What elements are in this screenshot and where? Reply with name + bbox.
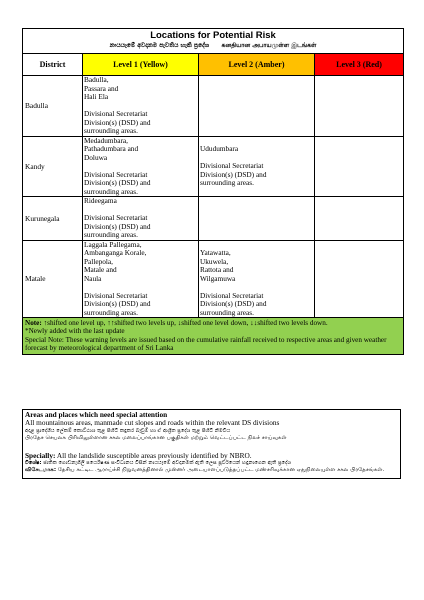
subtitle-sinhala: නායයෑමේ අවදානම පැවතිය හැකි ප්‍රදේශ — [109, 42, 209, 49]
column-header-level2: Level 2 (Amber) — [199, 54, 315, 76]
cell-line: Pallepola, — [84, 256, 113, 266]
cell-line: Rattota and — [200, 265, 234, 274]
cell-line: Divisional Secretariat — [84, 290, 148, 300]
cell-line: Divisional Secretariat — [84, 109, 148, 118]
column-header-level1: Level 1 (Yellow) — [83, 54, 199, 76]
note-legend — [25, 319, 401, 327]
level1-cell — [83, 197, 199, 241]
note-special: Special Note: These warning levels are issued based on the cumulative rainfall received to respective areas and given weather forecast by meteorological department of Sri Lanka — [25, 335, 387, 353]
level1-cell — [83, 76, 199, 137]
district-name: Matale — [23, 240, 83, 318]
cell-line: Ukuwela, — [200, 256, 229, 266]
cell-line: Division(s) (DSD) and — [84, 178, 151, 187]
risk-table-container — [22, 28, 403, 355]
attention-title: Areas and places which need special attention — [25, 410, 168, 419]
level1-cell — [83, 240, 199, 318]
notes-cell — [23, 318, 404, 355]
cell-line: Division(s) (DSD) and — [200, 169, 267, 179]
attention-text-english: All mountainous areas, manmade cut slopes and roads within the relevant DS divisions — [25, 418, 280, 428]
cell-line: Division(s) (DSD) and — [84, 221, 151, 231]
cell-line: Hali Ela — [84, 92, 109, 101]
risk-table — [22, 28, 404, 355]
cell-line: Division(s) (DSD) and — [200, 299, 267, 308]
cell-line: Division(s) (DSD) and — [84, 117, 151, 127]
cell-line: surrounding areas. — [84, 126, 138, 135]
note-updated: *Newly added with the last update — [25, 327, 125, 336]
level3-cell — [315, 76, 404, 137]
cell-line: surrounding areas. — [200, 178, 254, 187]
cell-line: Passara and — [84, 83, 119, 93]
table-row — [23, 136, 404, 197]
table-body — [23, 76, 404, 318]
district-name: Kurunegala — [23, 197, 83, 241]
cell-line: surrounding areas. — [84, 230, 138, 239]
cell-line: Ududumbara — [200, 144, 239, 153]
cell-line: surrounding areas. — [84, 307, 138, 317]
cell-line: Ambanganga Korale, — [84, 248, 147, 257]
specially-label: Specially: — [25, 450, 56, 460]
level2-cell — [199, 197, 315, 241]
cell-line: Wilgamuwa — [200, 273, 236, 283]
cell-line: Badulla, — [84, 75, 109, 84]
cell-line: Matale and — [84, 265, 117, 274]
level3-cell — [315, 197, 404, 241]
level2-cell — [199, 76, 315, 137]
cell-line: Naula — [84, 273, 102, 283]
specially-tamil — [25, 467, 398, 475]
table-row — [23, 76, 404, 137]
cell-line: Doluwa — [84, 152, 108, 162]
cell-line: Divisional Secretariat — [200, 290, 264, 300]
table-row — [23, 240, 404, 318]
cell-line: Divisional Secretariat — [200, 161, 264, 170]
cell-line: surrounding areas. — [84, 186, 138, 196]
attention-text-sinhala: අදාළ ප්‍රාදේශීය ලේකම් කොට්ඨාශ තුළ පිහිටි කඳුකර බෑවුම් හා ඒ ආශ්‍රිත ප්‍රදේශ තුළ පිහිටි නිමවිය — [25, 427, 231, 434]
district-name: Kandy — [23, 136, 83, 197]
district-name: Badulla — [23, 76, 83, 137]
table-row — [23, 197, 404, 241]
specially-ta-text: தேசிய கட்டிட ஆராய்ச்சி நிறுவனத்தினால் முன்னர் அடையாளப்படுத்தப்பட்ட மண்சரிவுக்கான ஏதுநிலையுள்ள சகல பிரதேசங்கள். — [56, 467, 385, 474]
cell-line: Yatawatta, — [200, 248, 231, 257]
column-header-level3: Level 3 (Red) — [315, 54, 404, 76]
specially-ta-label: விசேடமாக: — [25, 467, 57, 474]
specially-english — [25, 452, 398, 460]
level2-cell — [199, 240, 315, 318]
page-title: Locations for Potential Risk — [23, 29, 404, 42]
attention-box — [22, 409, 401, 479]
specially-si-text: ජාතික ගොඩනැගිලි පර්යේෂණ සංවිධානය විසින් නායයෑමේ අවදානමක් ඇති ලෙස පූර්වයෙන් හඳුනාගෙන ඇති ප්‍රදේශ — [41, 460, 292, 467]
subtitle-tamil: கனதியான அபாயமுள்ள இடங்கள் — [221, 42, 317, 49]
cell-line: Divisional Secretariat — [84, 169, 148, 179]
cell-line: Pathadumbara and — [84, 144, 139, 153]
level1-cell — [83, 136, 199, 197]
cell-line: Laggala Pallegama, — [84, 239, 142, 249]
specially-si-label: විශේෂ: — [25, 460, 42, 467]
page-subtitle — [23, 41, 404, 54]
cell-line: Rideegama — [84, 196, 117, 205]
level3-cell — [315, 240, 404, 318]
column-header-district: District — [23, 54, 83, 76]
note-label: Note: — [25, 319, 42, 327]
cell-line: Divisional Secretariat — [84, 213, 148, 222]
level2-cell — [199, 136, 315, 197]
attention-text-tamil: பிரதேச செயலக பிரிவிலுள்ளான சகல மலைப்பாங்கான பகுதிகள் மற்றும் வெட்டப்பட்ட நிலச் சாய்வுகள் — [25, 435, 287, 442]
cell-line: Medadumbara, — [84, 135, 128, 145]
note-text: ↑shifted one level up, ↑↑shifted two levels up, ↓shifted one level down, ↓↓shifted two levels down. — [41, 319, 328, 327]
cell-line: surrounding areas. — [200, 307, 254, 317]
level3-cell — [315, 136, 404, 197]
cell-line: Division(s) (DSD) and — [84, 299, 151, 308]
specially-text: All the landslide susceptible areas previously identified by NBRO. — [55, 450, 252, 460]
